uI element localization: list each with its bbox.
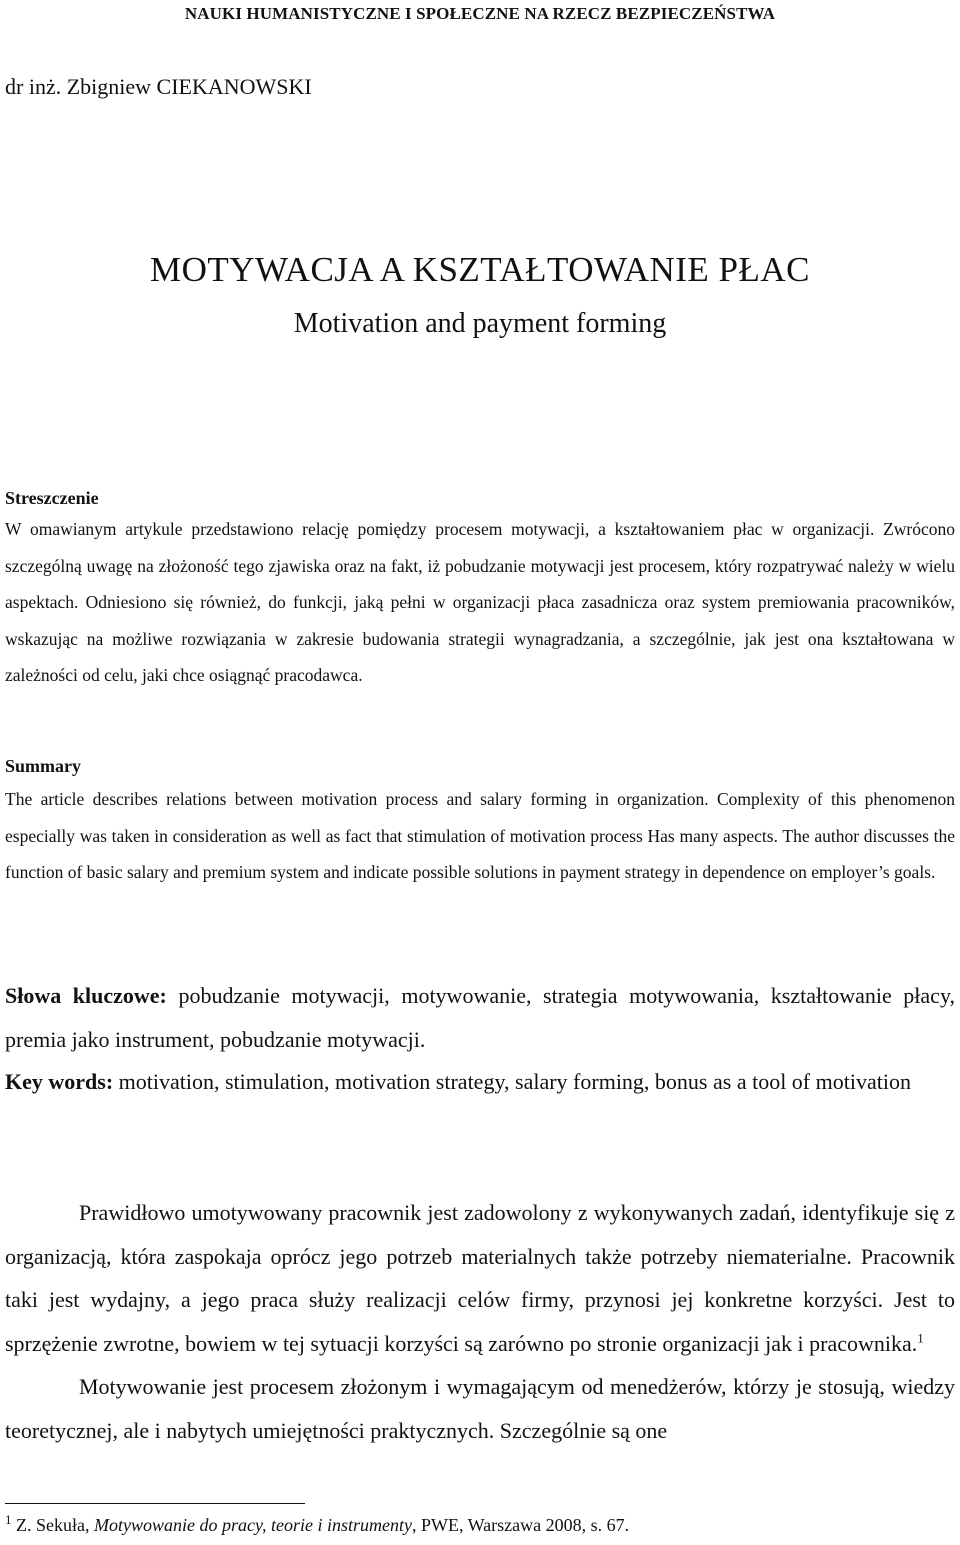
footnote-author: Z. Sekuła, bbox=[16, 1515, 90, 1535]
keywords-en bbox=[5, 1060, 955, 1104]
footnote-number: 1 bbox=[5, 1512, 12, 1527]
article-title: MOTYWACJA A KSZTAŁTOWANIE PŁAC bbox=[149, 250, 811, 289]
abstract-pl-heading: Streszczenie bbox=[5, 488, 99, 508]
keywords-pl bbox=[5, 974, 955, 1062]
keywords-en-label: Key words: bbox=[5, 1069, 114, 1094]
body-paragraph-1 bbox=[5, 1191, 955, 1365]
abstract-pl bbox=[5, 488, 955, 694]
body-text bbox=[5, 1191, 955, 1452]
keywords-pl-text: pobudzanie motywacji, motywowanie, strategia motywowania, kształtowanie płacy, premia jako instrument, pobudzanie motywacji. bbox=[5, 983, 956, 1052]
abstract-en-text: The article describes relations between motivation process and salary forming in organization. Complexity of this phenomenon especially was taken in consideration as well as fact that stimulation of motivation process Has many aspects. The author discusses the function of basic salary and premium system and indicate possible solutions in payment strategy in dependence on employer’s goals. bbox=[5, 789, 955, 882]
footnote-ref: 1 bbox=[917, 1330, 924, 1346]
footnote-rule bbox=[5, 1503, 305, 1504]
footnote-title: Motywowanie do pracy, teorie i instrumenty bbox=[94, 1515, 412, 1535]
abstract-pl-text: W omawianym artykule przedstawiono relację pomiędzy procesem motywacji, a kształtowaniem płac w organizacji. Zwrócono szczególną uwagę na złożoność tego zjawiska oraz na fakt, iż pobudzanie motywacji jest procesem, który rozpatrywać należy w wielu aspektach. Odniesiono się również, do funkcji, jaką pełni w organizacji płaca zasadnicza oraz system premiowania pracowników, wskazując na możliwe rozwiązania w zakresie budowania strategii wynagradzania, a szczególnie, jak jest ona kształtowana w zależności od celu, jaki chce osiągnąć pracodawca. bbox=[5, 519, 955, 685]
article-subtitle: Motivation and payment forming bbox=[293, 308, 667, 339]
body-paragraph-2: Motywowanie jest procesem złożonym i wymagającym od menedżerów, którzy je stosują, wiedzy teoretycznej, ale i nabytych umiejętności praktycznych. Szczególnie są one bbox=[5, 1374, 955, 1443]
abstract-en bbox=[5, 756, 955, 891]
footnote-rest: , PWE, Warszawa 2008, s. 67. bbox=[411, 1515, 630, 1535]
keywords-pl-label: Słowa kluczowe: bbox=[5, 983, 167, 1008]
footnote bbox=[5, 1512, 630, 1536]
running-header: NAUKI HUMANISTYCZNE I SPOŁECZNE NA RZECZ BEZPIECZEŃSTWA bbox=[184, 4, 776, 23]
keywords-en-text: motivation, stimulation, motivation strategy, salary forming, bonus as a tool of motivation bbox=[118, 1069, 911, 1094]
abstract-en-heading: Summary bbox=[5, 756, 81, 776]
body-paragraph-1-text: Prawidłowo umotywowany pracownik jest zadowolony z wykonywanych zadań, identyfikuje się z organizacją, która zaspokaja oprócz jego potrzeb materialnych także potrzeby niematerialne. Pracownik taki jest wydajny, a jego praca służy realizacji celów firmy, przynosi jej konkretne korzyści. Jest to sprzężenie zwrotne, bowiem w tej sytuacji korzyści są zarówno po stronie organizacji jak i pracownika. bbox=[5, 1200, 955, 1356]
author-name: dr inż. Zbigniew CIEKANOWSKI bbox=[5, 74, 312, 99]
